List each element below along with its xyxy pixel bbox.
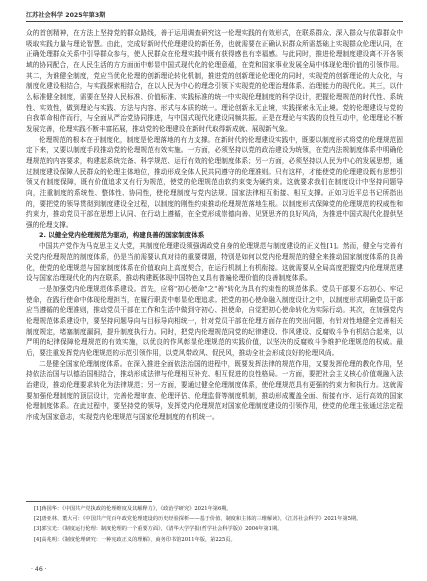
journal-header: 江苏社会科学 2025年第3期	[26, 12, 106, 19]
paragraph: 一是加强党内伦理规范体系建设。首先，应将"初心使命"之"善"转化为具有约束性的规范体系。党员干部要不忘初心、牢记使命，在践行使命中体现伦理担当，在履行职责中彰显伦理追求。把党的初心使命融入制度设计之中，以制度形式明确党员干部应当遵循的伦理准则，推动党员干部在工作和生活中做到守初心、担使命，自觉把初心使命转化为实际行动。其次，在加强党内伦理规范体系建设中，要坚持问题导向与目标导向相统一，针对党员干部在伦理方面存在的突出问题，有针对性地健全完善相关制度规定，堵塞制度漏洞，提升制度执行力。同时，把党内伦理规范同党的纪律建设、作风建设、反腐败斗争有机结合起来，以严明的纪律保障伦理规范的有效实施，以优良的作风彰显伦理规范的实践价值，以坚决的反腐败斗争维护伦理规范的权威。最后，要注重发挥党内伦理规范的示范引领作用，以党风带政风、促民风，推动全社会形成良好的伦理风尚。	[26, 285, 403, 358]
footnote: [4]高兆明：《制度伦理研究：一种宪政正义的理解》，商务印书馆2011年版，第225页。	[34, 536, 236, 543]
footnotes	[26, 504, 403, 545]
paragraph: 众的首创精神，在方法上坚持党的群众路线，善于运用调查研究这一伦理实践的有效形式，在联系群众、深入群众与依靠群众中吸取实践力量与理论智慧。由此，完成好新时代伦理建设的新任务，也就需要在正确认识群众所需基础上实现群众伦理认同，在正确处理群众关系中引导群众参与，使人民群众在伦理实践中既有获得感也有幸福感。与此同时，推进伦理制度建设离不开各领域的协同配合，在人民生活的方方面面中彰显中国式现代化的伦理意蕴，在党和国家事业发展全局中体现伦理价值的引领作用。其二，为谁健全制度，党应当优化伦理的创新理论转化机制，推进党的创新理论伦理化的同时，实现党的创新理论的大众化，与制度化建设相结合，与实践探索相结合，在以人民为中心的理念引领下实现党的伦理治理体系、治理能力的现代化。其三，以什么标准健全制度，需要在坚持人民标准、价值标准、实践标准的统一中实现伦理制度的科学设计，把握伦理规范的时代性、系统性、实效性，做到理论与实践、方法与内容、形式与本质的统一。理论创新永无止境，实践探索永无止境。党的伦理建设与党的自我革命相伴而行，与全面从严治党协同推进，与中国式现代化建设同频共振。正是在理论与实践的良性互动中，伦理理论不断发展完善，伦理实践不断丰富拓展，推动党的伦理建设在新时代取得新成就、展现新气象。	[26, 29, 403, 133]
header-divider	[26, 21, 403, 22]
footnote: [2]唐亚林、董大可：《中国共产党百年政党伦理建设的历史经验探析——基于价值、制度和主体的三维解读》，《江苏社会科学》2021年第5期。	[34, 516, 362, 523]
section-subheading: 2. 以健全党内伦理规范为驱动，构建良善的国家制度体系	[39, 231, 205, 240]
paragraph: 二是健全国家伦理制度体系。在深入推进全面依法治国的进程中，既要发挥法律的规范作用，又要发挥伦理的教化作用，坚持依法治国与以德治国相结合，推动形成法律与伦理相互补充、相互促进的良性格局。一方面，要把社会主义核心价值观融入法治建设，推动伦理要求转化为法律规范；另一方面，要通过健全伦理制度体系，使伦理规范具有更强的约束力和执行力。这就需要加强伦理制度的顶层设计，完善伦理审查、伦理评估、伦理监督等制度机制，推动形成覆盖全面、衔接有序、运行高效的国家伦理制度体系。在此过程中，要坚持党的领导，发挥党内伦理规范对国家伦理制度建设的引领作用，使党的伦理主张通过法定程序成为国家意志，实现党内伦理规范与国家伦理制度的有机统一。	[26, 359, 403, 421]
paragraph: 中国共产党作为马克思主义大党，其制度伦理建设须强调政党自身的伦理规范与制度建设的正义性[1]。然而，健全与完善有关党内伦理规范的制度体系，仍是当前需要认真对待的重要课题，特别是如何以党内伦理规范的健全来推动国家制度体系的良善化，使党的伦理规范与国家制度体系在价值取向上高度契合，在运行机制上有机衔接。这就需要从全局高度把握党内伦理规范建设与国家治理现代化的内在联系，推动构建既体现中国特色又具有普遍伦理价值的良善制度体系。	[26, 242, 403, 283]
page-number: · 46 ·	[31, 566, 47, 573]
paragraph: 伦理规范的根本在于制度化，制度是伦理落地的有力支撑。在新时代的伦理建设实践中，既要以制度形式将党的伦理规范固定下来，又要以制度手段推动党的伦理规范有效实施。一方面，必须坚持以党的政治建设为统领，在党内法规制度体系中明确伦理规范的内容要求，构建起系统完备、科学规范、运行有效的伦理制度体系；另一方面，必须坚持以人民为中心的发展思想，通过制度建设保障人民群众的伦理主体地位，推动形成全体人民共同遵守的伦理准则。只有这样，才能使党的伦理建设既有思想引领又有制度保障，既有价值追求又有行为规范，使党的伦理规范由软约束变为硬约束。这就要求我们在制度设计中坚持问题导向，注重制度的系统性、整体性、协同性，使伦理制度与党内法规、国家法律相互衔接、相互支撑。正如习近平总书记所指出的，要把党的领导贯彻到制度建设全过程，以制度的刚性约束推动伦理规范落地生根。以制度形式保障党的伦理规范的权威性和约束力，推动党员干部在思想上认同、在行动上遵循，在全党形成崇德向善、见贤思齐的良好风尚，为推进中国式现代化提供坚强的伦理支撑。	[26, 135, 403, 229]
article-body	[26, 28, 403, 423]
footnote: [3]郭宝光：《制度运行伦理：制度伦理的一个重要方面》，《清华大学学报(哲学社会科学版)》2004年第1期。	[34, 526, 283, 533]
footnote: [1]蒋国华：《中国共产党执政的伦理维度及其解释力》，《政治学研究》2021年第6期。	[34, 506, 232, 512]
footnote-divider	[26, 501, 152, 502]
